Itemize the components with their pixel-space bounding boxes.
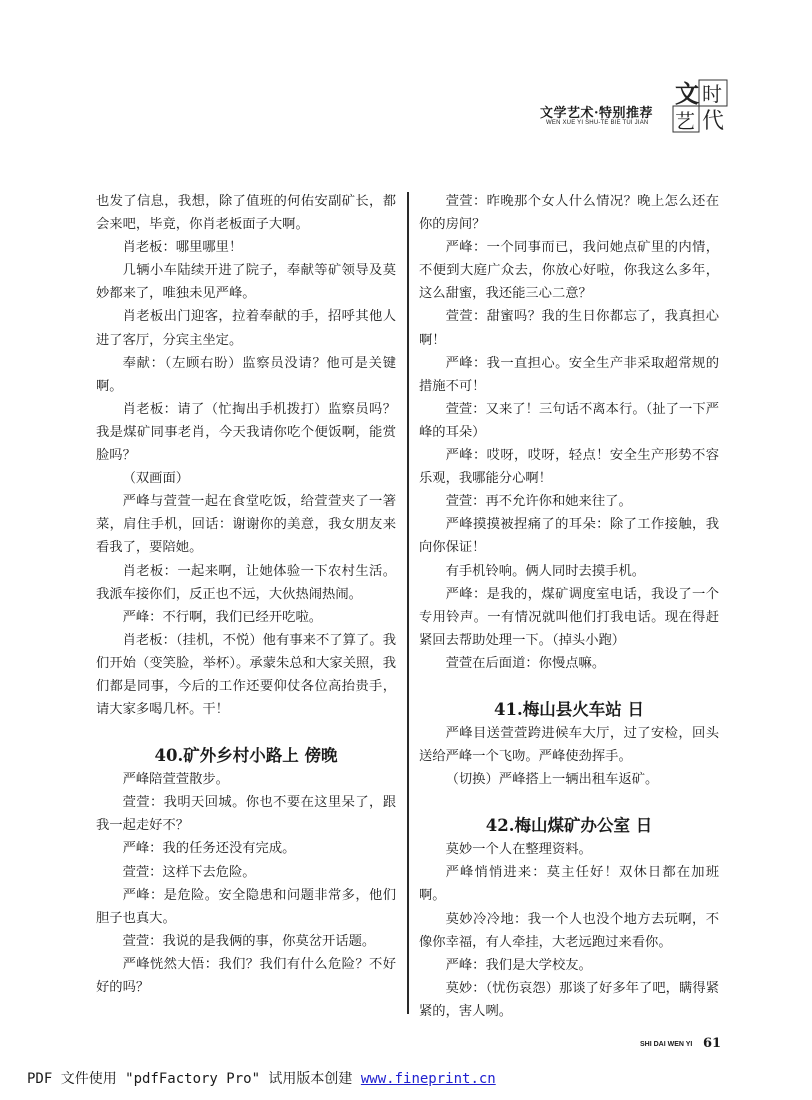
footer-magazine-name: SHI DAI WEN YI bbox=[640, 1041, 693, 1048]
watermark-link[interactable]: www.fineprint.cn bbox=[360, 1071, 496, 1087]
pdf-watermark bbox=[27, 1068, 496, 1088]
paragraph: 莫妙冷冷地：我一个人也没个地方去玩啊，不像你幸福，有人牵挂，大老远跑过来看你。 bbox=[419, 911, 719, 950]
paragraph: 严峰：我一直担心。安全生产非采取超常规的措施不可！ bbox=[419, 355, 719, 394]
paragraph: 几辆小车陆续开进了院子，奉献等矿领导及莫妙都来了，唯独未见严峰。 bbox=[96, 263, 396, 302]
scene-heading-42: 42.梅山煤矿办公室 日 bbox=[485, 816, 653, 836]
svg-text:代: 代 bbox=[702, 109, 725, 134]
paragraph: 也发了信息，我想，除了值班的何佑安副矿长，都会来吧，毕竟，你肖老板面子大啊。 bbox=[96, 194, 396, 233]
section-title: 文学艺术·特别推荐 bbox=[540, 106, 654, 121]
watermark-text: PDF 文件使用 "pdfFactory Pro" 试用版本创建 bbox=[27, 1071, 361, 1087]
paragraph: 萱萱：又来了！三句话不离本行。（扯了一下严峰的耳朵） bbox=[419, 401, 719, 440]
paragraph: 严峰恍然大悟：我们？我们有什么危险？不好好的吗？ bbox=[96, 956, 396, 995]
paragraph: 萱萱：我说的是我俩的事，你莫岔开话题。 bbox=[122, 933, 376, 949]
paragraph: 萱萱：再不允许你和她来往了。 bbox=[445, 494, 632, 510]
paragraph: 严峰摸摸被捏痛了的耳朵：除了工作接触，我向你保证！ bbox=[419, 517, 719, 556]
paragraph: 萱萱：昨晚那个女人什么情况？晚上怎么还在你的房间？ bbox=[419, 194, 719, 233]
paragraph: 严峰：一个同事而已，我问她点矿里的内情，不便到大庭广众去，你放心好啦，你我这么多年，这么甜蜜，我还能三心二意？ bbox=[419, 240, 719, 302]
paragraph: （切换）严峰搭上一辆出租车返矿。 bbox=[445, 772, 659, 788]
page-header bbox=[540, 78, 730, 134]
paragraph: 严峰：是危险。安全隐患和问题非常多，他们胆子也真大。 bbox=[96, 887, 396, 926]
paragraph: 萱萱在后面道：你慢点嘛。 bbox=[445, 655, 606, 671]
paragraph: 肖老板：请了（忙掏出手机拨打）监察员吗？我是煤矿同事老肖，今天我请你吃个便饭啊，能赏脸吗？ bbox=[96, 401, 396, 464]
paragraph: 萱萱：这样下去危险。 bbox=[122, 864, 256, 880]
paragraph: 严峰：我的任务还没有完成。 bbox=[122, 841, 296, 857]
magazine-logo-icon bbox=[671, 78, 729, 134]
paragraph: 肖老板出门迎客，拉着奉献的手，招呼其他人进了客厅，分宾主坐定。 bbox=[96, 309, 396, 348]
paragraph: 严峰陪萱萱散步。 bbox=[122, 772, 229, 788]
page-number: 61 bbox=[703, 1036, 722, 1051]
scene-heading-41: 41.梅山县火车站 日 bbox=[494, 699, 644, 719]
paragraph: 肖老板：一起来啊，让她体验一下农村生活。我派车接你们，反正也不远，大伙热闹热闹。 bbox=[96, 563, 396, 602]
paragraph: 肖老板：哪里哪里！ bbox=[122, 240, 243, 256]
section-title-pinyin: WEN XUE YI SHU-TE BIE TUI JIAN bbox=[546, 120, 649, 126]
paragraph: （双画面） bbox=[122, 471, 190, 487]
paragraph: 奉献：（左顾右盼）监察员没请？他可是关键啊。 bbox=[96, 355, 396, 394]
svg-text:时: 时 bbox=[702, 82, 722, 106]
paragraph: 严峰：哎呀，哎呀，轻点！安全生产形势不容乐观，我哪能分心啊！ bbox=[419, 448, 719, 487]
scene-heading-40: 40.矿外乡村小路上 傍晚 bbox=[154, 746, 338, 766]
paragraph: 肖老板：（挂机，不悦）他有事来不了算了。我们开始（变笑脸，举杯）。承蒙朱总和大家关照，我们都是同事，今后的工作还要仰仗各位高抬贵手，请大家多喝几杯。干！ bbox=[96, 632, 396, 718]
left-column bbox=[96, 190, 396, 999]
paragraph: 严峰悄悄进来：莫主任好！双休日都在加班啊。 bbox=[419, 865, 719, 904]
paragraph: 严峰：不行啊，我们已经开吃啦。 bbox=[122, 609, 323, 625]
paragraph: 严峰与萱萱一起在食堂吃饭，给萱萱夹了一箸菜，肩住手机，回话：谢谢你的美意，我女朋友来看我了，要陪她。 bbox=[96, 494, 396, 556]
right-column bbox=[419, 190, 719, 1023]
paragraph: 莫妙一个人在整理资料。 bbox=[445, 842, 592, 858]
paragraph: 严峰：我们是大学校友。 bbox=[445, 957, 592, 973]
column-divider bbox=[407, 192, 409, 1014]
paragraph: 萱萱：甜蜜吗？我的生日你都忘了，我真担心啊！ bbox=[419, 309, 719, 348]
paragraph: 严峰：是我的，煤矿调度室电话，我设了一个专用铃声。一有情况就叫他们打我电话。现在得赶紧回去帮助处理一下。（掉头小跑） bbox=[419, 586, 719, 648]
paragraph: 严峰目送萱萱跨进候车大厅，过了安检，回头送给严峰一个飞吻。严峰使劲挥手。 bbox=[419, 725, 719, 765]
paragraph: 萱萱：我明天回城。你也不要在这里呆了，跟我一起走好不？ bbox=[96, 795, 396, 834]
svg-text:文: 文 bbox=[675, 79, 699, 108]
svg-text:艺: 艺 bbox=[675, 109, 695, 133]
paragraph: 有手机铃响。俩人同时去摸手机。 bbox=[445, 563, 646, 579]
paragraph: 莫妙：（忧伤哀怨）那谈了好多年了吧，瞒得紧紧的，害人咧。 bbox=[419, 980, 719, 1019]
